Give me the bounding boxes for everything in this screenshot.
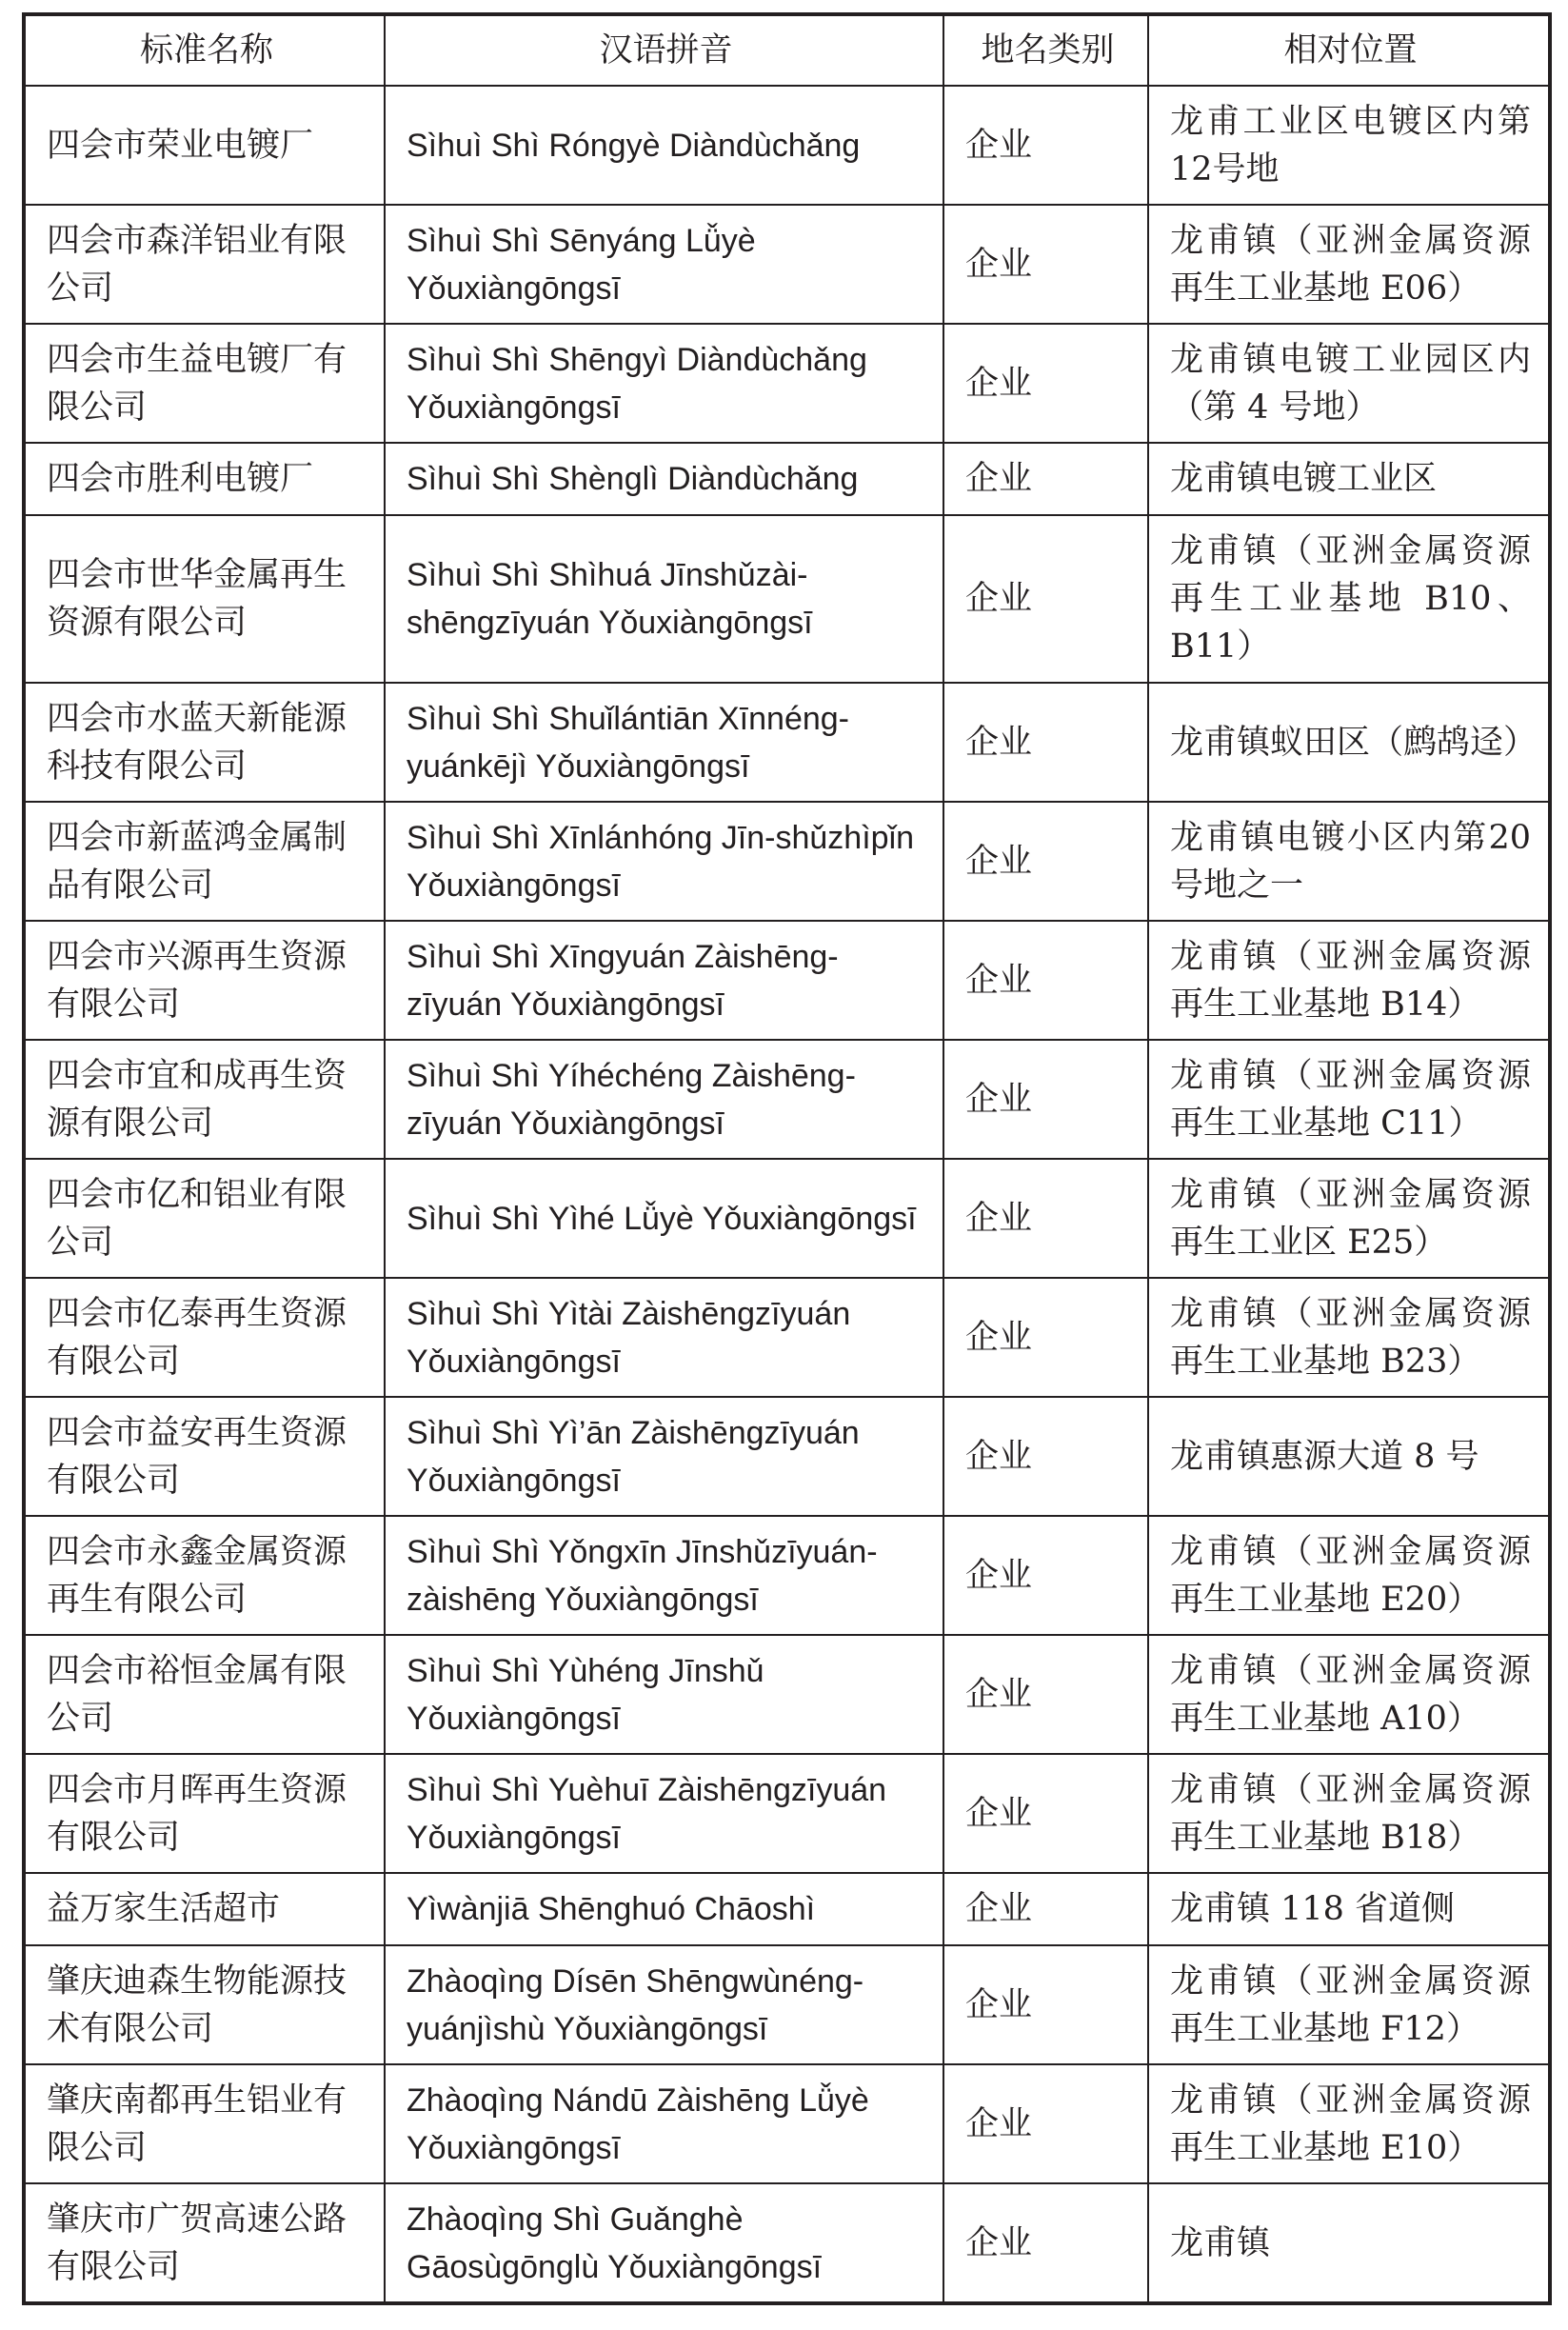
cell-category: 企业 [943,1040,1148,1159]
cell-pinyin: Zhàoqìng Nándū Zàishēng Lǚyè Yǒuxiàngōngsī [385,2064,943,2183]
cell-pinyin: Sìhuì Shì Sēnyáng Lǚyè Yǒuxiàngōngsī [385,205,943,324]
cell-category: 企业 [943,683,1148,802]
table-row [24,443,1550,515]
cell-standard-name: 四会市世华金属再生资源有限公司 [24,515,385,683]
cell-location: 龙甫镇（亚洲金属资源再生工业基地 E06） [1148,205,1550,324]
table-row [24,1945,1550,2064]
table-row [24,1873,1550,1945]
cell-pinyin: Sìhuì Shì Yìhé Lǚyè Yǒuxiàngōngsī [385,1159,943,1278]
cell-location: 龙甫镇惠源大道 8 号 [1148,1397,1550,1516]
cell-location: 龙甫镇（亚洲金属资源再生工业区 E25） [1148,1159,1550,1278]
cell-location: 龙甫镇（亚洲金属资源再生工业基地 B14） [1148,921,1550,1040]
table-row [24,1159,1550,1278]
table-row [24,205,1550,324]
table-row [24,86,1550,205]
cell-standard-name: 四会市荣业电镀厂 [24,86,385,205]
cell-category: 企业 [943,1516,1148,1635]
cell-standard-name: 四会市森洋铝业有限公司 [24,205,385,324]
table-row [24,683,1550,802]
cell-standard-name: 四会市宜和成再生资源有限公司 [24,1040,385,1159]
cell-location: 龙甫镇 [1148,2183,1550,2303]
cell-standard-name: 四会市水蓝天新能源科技有限公司 [24,683,385,802]
table-row [24,1635,1550,1754]
cell-category: 企业 [943,1873,1148,1945]
cell-pinyin: Yìwànjiā Shēnghuó Chāoshì [385,1873,943,1945]
cell-standard-name: 四会市亿和铝业有限公司 [24,1159,385,1278]
cell-pinyin: Sìhuì Shì Yùhéng Jīnshǔ Yǒuxiàngōngsī [385,1635,943,1754]
cell-pinyin: Sìhuì Shì Shēngyì Diàndùchǎng Yǒuxiàngōngsī [385,324,943,443]
cell-location: 龙甫镇（亚洲金属资源再生工业基地 B18） [1148,1754,1550,1873]
cell-standard-name: 四会市亿泰再生资源有限公司 [24,1278,385,1397]
cell-category: 企业 [943,802,1148,921]
cell-standard-name: 肇庆迪森生物能源技术有限公司 [24,1945,385,2064]
table-row [24,515,1550,683]
cell-category: 企业 [943,921,1148,1040]
table-row [24,1278,1550,1397]
cell-pinyin: Sìhuì Shì Shènglì Diàndùchǎng [385,443,943,515]
cell-category: 企业 [943,515,1148,683]
cell-pinyin: Sìhuì Shì Shuǐlántiān Xīnnéng-yuánkējì Yǒuxiàngōngsī [385,683,943,802]
table-row [24,921,1550,1040]
cell-standard-name: 肇庆市广贺高速公路有限公司 [24,2183,385,2303]
cell-standard-name: 四会市生益电镀厂有限公司 [24,324,385,443]
cell-category: 企业 [943,205,1148,324]
cell-location: 龙甫镇电镀小区内第20 号地之一 [1148,802,1550,921]
table-row [24,2183,1550,2303]
table-row [24,1516,1550,1635]
cell-category: 企业 [943,2183,1148,2303]
place-name-table [22,12,1552,2305]
table-row [24,1754,1550,1873]
cell-location: 龙甫镇 118 省道侧 [1148,1873,1550,1945]
cell-location: 龙甫镇（亚洲金属资源再生工业基地 C11） [1148,1040,1550,1159]
cell-category: 企业 [943,324,1148,443]
cell-pinyin: Sìhuì Shì Yíhéchéng Zàishēng-zīyuán Yǒuxiàngōngsī [385,1040,943,1159]
cell-location: 龙甫镇（亚洲金属资源再生工业基地 B10、B11） [1148,515,1550,683]
cell-pinyin: Sìhuì Shì Xīnlánhóng Jīn-shǔzhìpǐn Yǒuxiàngōngsī [385,802,943,921]
table-row [24,1397,1550,1516]
cell-standard-name: 四会市益安再生资源有限公司 [24,1397,385,1516]
cell-pinyin: Sìhuì Shì Xīngyuán Zàishēng-zīyuán Yǒuxiàngōngsī [385,921,943,1040]
cell-pinyin: Sìhuì Shì Róngyè Diàndùchǎng [385,86,943,205]
table-row [24,2064,1550,2183]
cell-category: 企业 [943,86,1148,205]
table-row [24,802,1550,921]
cell-location: 龙甫镇蚁田区（鹧鸪迳） [1148,683,1550,802]
header-category: 地名类别 [943,14,1148,86]
cell-location: 龙甫镇（亚洲金属资源再生工业基地 B23） [1148,1278,1550,1397]
cell-pinyin: Sìhuì Shì Yuèhuī Zàishēngzīyuán Yǒuxiàngōngsī [385,1754,943,1873]
cell-category: 企业 [943,1945,1148,2064]
cell-category: 企业 [943,1159,1148,1278]
header-pinyin: 汉语拼音 [385,14,943,86]
cell-category: 企业 [943,1278,1148,1397]
header-row [24,14,1550,86]
cell-location: 龙甫镇（亚洲金属资源再生工业基地 E20） [1148,1516,1550,1635]
cell-standard-name: 四会市月晖再生资源有限公司 [24,1754,385,1873]
cell-standard-name: 四会市永鑫金属资源再生有限公司 [24,1516,385,1635]
cell-location: 龙甫镇（亚洲金属资源再生工业基地 A10） [1148,1635,1550,1754]
cell-category: 企业 [943,2064,1148,2183]
cell-pinyin: Sìhuì Shì Yì’ān Zàishēngzīyuán Yǒuxiàngōngsī [385,1397,943,1516]
cell-location: 龙甫镇电镀工业区 [1148,443,1550,515]
cell-standard-name: 益万家生活超市 [24,1873,385,1945]
cell-location: 龙甫工业区电镀区内第12号地 [1148,86,1550,205]
cell-standard-name: 四会市裕恒金属有限公司 [24,1635,385,1754]
cell-category: 企业 [943,1635,1148,1754]
table-row [24,324,1550,443]
cell-category: 企业 [943,1397,1148,1516]
cell-pinyin: Sìhuì Shì Yìtài Zàishēngzīyuán Yǒuxiàngōngsī [385,1278,943,1397]
cell-location: 龙甫镇（亚洲金属资源再生工业基地 F12） [1148,1945,1550,2064]
cell-standard-name: 肇庆南都再生铝业有限公司 [24,2064,385,2183]
cell-standard-name: 四会市兴源再生资源有限公司 [24,921,385,1040]
cell-standard-name: 四会市胜利电镀厂 [24,443,385,515]
header-standard-name: 标准名称 [24,14,385,86]
cell-category: 企业 [943,443,1148,515]
cell-standard-name: 四会市新蓝鸿金属制品有限公司 [24,802,385,921]
table-row [24,1040,1550,1159]
header-location: 相对位置 [1148,14,1550,86]
cell-location: 龙甫镇（亚洲金属资源再生工业基地 E10） [1148,2064,1550,2183]
cell-pinyin: Zhàoqìng Dísēn Shēngwùnéng-yuánjìshù Yǒuxiàngōngsī [385,1945,943,2064]
cell-pinyin: Zhàoqìng Shì Guǎnghè Gāosùgōnglù Yǒuxiàngōngsī [385,2183,943,2303]
cell-pinyin: Sìhuì Shì Yǒngxīn Jīnshǔzīyuán-zàishēng Yǒuxiàngōngsī [385,1516,943,1635]
cell-category: 企业 [943,1754,1148,1873]
cell-location: 龙甫镇电镀工业园区内（第 4 号地） [1148,324,1550,443]
cell-pinyin: Sìhuì Shì Shìhuá Jīnshǔzài-shēngzīyuán Yǒuxiàngōngsī [385,515,943,683]
